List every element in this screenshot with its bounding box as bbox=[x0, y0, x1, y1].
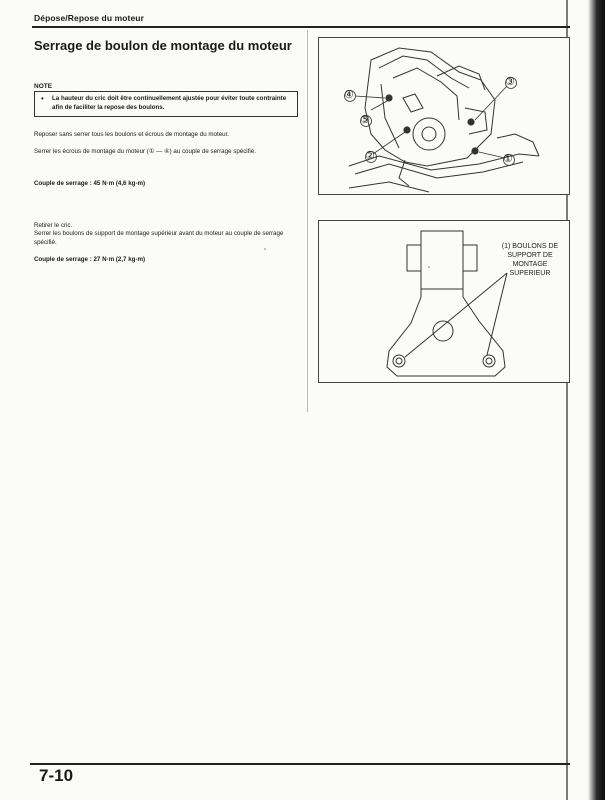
page-number: 7-10 bbox=[39, 766, 74, 785]
section-title: Serrage de boulon de montage du moteur bbox=[34, 38, 292, 53]
scan-speck bbox=[428, 266, 430, 268]
header-rule bbox=[32, 26, 570, 28]
instruction-tighten-bolts: Serrer les boulons de support de montage supérieur avant du moteur au couple de serrage spécifié. bbox=[34, 230, 284, 246]
instruction-tighten-nuts: Serrer les écrous de montage du moteur (① — ④) au couple de serrage spécifié. bbox=[34, 148, 256, 155]
note-box bbox=[34, 91, 298, 117]
torque-spec-1: Couple de serrage : 45 N·m (4,6 kg-m) bbox=[34, 180, 146, 187]
page-binding-edge bbox=[567, 0, 605, 800]
instruction-remove-jack: Retirer le cric. bbox=[34, 222, 73, 229]
callout-2: ② bbox=[365, 150, 375, 162]
callout-4: ④ bbox=[344, 89, 354, 101]
scan-speck bbox=[264, 248, 266, 250]
note-text: La hauteur du cric doit être continuellement ajustée pour éviter toute contrainte afin de faciliter la repose des boulons. bbox=[52, 95, 287, 111]
bracket-bolts-callout: (1) BOULONS DE SUPPORT DE MONTAGE SUPERIEUR bbox=[501, 243, 559, 277]
footer-rule bbox=[30, 763, 570, 765]
callout-5: ⑤ bbox=[360, 114, 370, 126]
running-header: Dépose/Repose du moteur bbox=[34, 13, 144, 23]
instruction-loose-fit: Reposer sans serrer tous les boulons et écrous de montage du moteur. bbox=[34, 131, 230, 138]
note-label: NOTE bbox=[34, 83, 53, 90]
column-divider bbox=[307, 30, 308, 412]
engine-mount-drawing bbox=[319, 38, 571, 196]
note-bullet: • bbox=[41, 94, 44, 103]
engine-mount-figure bbox=[318, 37, 570, 195]
torque-spec-2: Couple de serrage : 27 N·m (2,7 kg-m) bbox=[34, 256, 146, 263]
callout-1: ① bbox=[503, 153, 513, 165]
callout-3: ③ bbox=[505, 76, 515, 88]
